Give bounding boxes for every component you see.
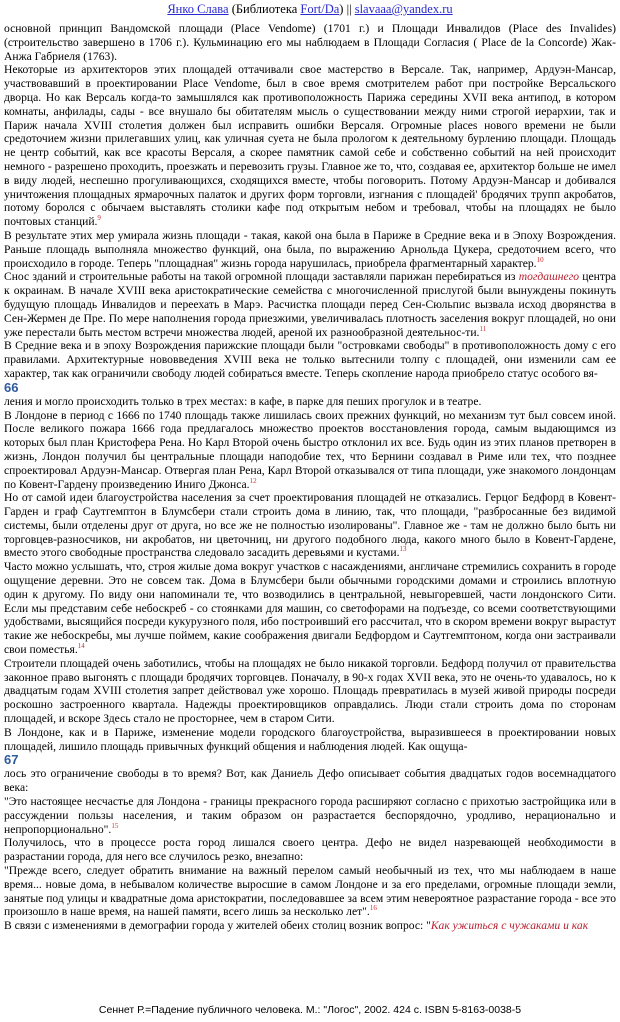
footnote-marker[interactable]: 15: [111, 821, 119, 830]
footnote-marker[interactable]: 10: [536, 255, 544, 264]
paragraph: [4, 339, 616, 380]
paragraph: [4, 919, 616, 933]
paragraph-text: Строители площадей очень заботились, чтобы на площадях не было никакой торговли. Бедфорд получил от правительства законное право выгонять с площади бродячих торговцев. Поначалу, в 90-х годах XVII века, это не очень-то удавалось, но к двадцатым годам XVIII столетия запрет действовал уже хорошо. Площадь превратилась в музей живой природы посреди роскошно застроенного квартала. Надежды проектировщиков оправдались. Люди стали строить дома по сторонам площадей, и вскоре Здесь стало не просторнее, чем в старом Сити.: [4, 656, 616, 726]
emphasized-text: тогдашнего: [518, 270, 580, 284]
email-link[interactable]: slavaaa@yandex.ru: [354, 2, 453, 16]
paragraph-text: 67: [4, 752, 19, 768]
paragraph: [4, 657, 616, 726]
paragraph: [4, 726, 616, 754]
footnote-marker[interactable]: 14: [77, 642, 85, 651]
library-label-open: (Библиотека: [228, 2, 301, 16]
paragraph: [4, 560, 616, 657]
footnote-marker[interactable]: 16: [369, 904, 377, 913]
paragraph-text: "Прежде всего, следует обратить внимание на важный перелом самый необычный из тех, что мы наблюдаем в наше время... новые дома, в небывалом количестве выросшие в самом Лондоне и за его пределами, огромные площади земли, занятые под улицы и квадратные дома аристократии, последовавшее за всем этим невероятное разрастание города - все это произошло в наше время, на нашей памяти, всего лишь за несколько лет".: [4, 864, 616, 919]
paragraph: [4, 270, 616, 339]
footnote-marker[interactable]: 11: [479, 324, 487, 333]
paragraph-text: В связи с изменениями в демографии города у жителей обеих столиц возник вопрос: ": [4, 919, 431, 933]
footnote-marker[interactable]: 9: [97, 214, 101, 223]
paragraph-text: Но от самой идеи благоустройства населения за счет проектирования площадей не отказались. Герцог Бедфорд в Ковент-Гарден и граф Саутгемптон в Блумсбери стали строить дома в линию, так, что площади, "разбросанные без видимой системы, были отделены друг от друга, но все же не полностью изолированы". Главное же - там не должно было быть ни торговцев-разносчиков, ни акробатов, ни цветочниц, ни другого подобного люда, какого много было в Ковент-Гардене, вместо этого свободные пространства следовало засадить деревьями и кустами.: [4, 491, 616, 560]
page-header: [0, 2, 620, 16]
footnote-marker[interactable]: 12: [249, 476, 257, 485]
paragraph-text: В Лондоне, как и в Париже, изменение модели городского благоустройства, выразившееся в проектировании новых площадей, лишило площадь привычных функций общения и наблюдения людей. Как ощуща-: [4, 725, 616, 753]
paragraph-text: ления и могло происходить только в трех местах: в кафе, в парке для пеших прогулок и в театре.: [4, 394, 482, 408]
paragraph: [4, 22, 616, 63]
paragraph-text: Получилось, что в процессе роста город лишался своего центра. Дефо не видел назревающей необходимости в разрастании города, для него все случилось резко, внезапно:: [4, 836, 616, 864]
paragraph: [4, 864, 616, 919]
page-number: [4, 753, 616, 767]
paragraph-text-continued: центра к окраинам. В начале XVIII века аристократические семейства с многочисленной прислугой были вынуждены покинуть будущую площадь Инвалидов и переехать в Марэ. Расчистка площади перед Сен-Сюльпис вызвала исход дворянства в Сен-Жермен де Пре. По мере наполнения города приезжими, увеличивалась плотность заселения вокруг площадей, но они уже перестали быть местом встречи множества людей, ареной их разнообразной деятельнос-ти.: [4, 270, 616, 339]
page-number: [4, 381, 616, 395]
paragraph: [4, 491, 616, 560]
paragraph: [4, 795, 616, 836]
library-label-close: ) ||: [339, 2, 355, 16]
emphasized-text: Как ужиться с чужаками и как: [430, 919, 589, 933]
paragraph-text: В результате этих мер умирала жизнь площади - такая, какой она была в Париже в Средние века и в Эпоху Возрождения. Раньше площадь выполняла множество функций, она была, по выражению Арнольда Цукера, средоточием всего, что происходило в городе. Теперь "площадная" жизнь города нарушилась, приобрела фрагментарный характер.: [4, 228, 616, 270]
paragraph: [4, 836, 616, 864]
book-text: [4, 22, 616, 933]
paragraph: [4, 409, 616, 492]
paragraph: [4, 395, 616, 409]
paragraph-text: 66: [4, 379, 19, 395]
author-link[interactable]: Янко Слава: [167, 2, 229, 16]
paragraph-text: Снос зданий и строительные работы на такой огромной площади заставляли парижан перебираться из: [4, 270, 519, 284]
paragraph: [4, 63, 616, 229]
paragraph-text: "Это настоящее несчастье для Лондона - границы прекрасного города расширяют согласно с прихотью застройщика или в рассуждении пользы населения, и таким образом он разрастается беспорядочно, уродливо, нерационально и непропорционально".: [4, 795, 616, 836]
paragraph-text: лось это ограничение свободы в то время? Вот, как Даниель Дефо описывает события двадцатых годов восемнадцатого века:: [4, 767, 616, 795]
paragraph-text: основной принцип Вандомской площади (Place Vendome) (1701 г.) и Площади Инвалидов (Place des Invalides) (строительство завершено в 1706 г.). Кульминацию его мы наблюдаем в Площади Согласия ( Place de la Concorde) Жак-Анжа Габриеля (1763).: [4, 22, 616, 63]
citation-footer: Сеннет Р.=Падение публичного человека. М.: "Логос", 2002. 424 с. ISBN 5-8163-0038-5: [98, 1004, 522, 1016]
paragraph: [4, 767, 616, 795]
fortda-link[interactable]: Fort/Da: [300, 2, 340, 16]
paragraph-text: В Лондоне в период с 1666 по 1740 площадь также лишилась своих прежних функций, но механизм тут был совсем иной. После великого пожара 1666 года предлагалось множество проектов восстановления города, самым выдающимся из которых был план Кристофера Рена. Но Карл Второй очень быстро отклонил их все. Будь один из этих планов претворен в жизнь, Лондон получил бы центральные площади наподобие тех, что Бернини создавал в Риме или тех, что позднее спроектировал Ардуэн-Мансар. Отвергая план Рена, Карл Второй отказывался от типа площади, уже знакомого лондонцам по Ковент-Гардену произведению Иниго Джонса.: [4, 408, 616, 491]
paragraph-text: В Средние века и в эпоху Возрождения парижские площади были "островками свободы" в противоположность дому с его правилами. Архитектурные нововведения XVIII века не только вытеснили толпу с площадей, они изменили сам ее характер, так как ограничили свободу людей собираться вместе. Теперь скопление народа приобрело статус особого вя-: [4, 339, 616, 380]
paragraph: [4, 229, 616, 270]
footnote-marker[interactable]: 13: [399, 545, 407, 554]
paragraph-text: Некоторые из архитекторов этих площадей оттачивали свое мастерство в Версале. Так, например, Ардуэн-Мансар, участвовавший в проектировании Place Vendome, был в свое время смотрителем работ при постройке Версальского дворца. Но как Версаль когда-то замышлялся как противоположность Парижа середины XVII века антипод, в котором комнаты, анфилады, сады - все внушало бы обитателям мысль о существовании между ними строгой иерархии, так и Париж начала XVIII столетия должен был исправить ошибки Версаля. Огромные places нового времени не были средоточием жизни прилегавших улиц, как уличная суета не была прологом к деятельному бурлению площади. Площадь не центр событий, как все красоты Версаля, а скорее памятник самой себе и собственно событий на ней происходит немного - разрешено проходить, проезжать и перевозить грузы. Главное же то, что, создавая ее, архитектор больше не имел в виду людей, неспешно прогуливающихся, сходящихся вместе, чтобы поговорить. Потому Ардуэн-Мансар и добивался уничтожения площадных ярмарочных палаток и других форм торговли, изгнания с площадей' бродячих трупп акробатов, потому боролся с обычаем выставлять столики кафе под открытым небом и требовал, чтобы на площадях не было почтовых станций.: [4, 63, 616, 229]
paragraph-text: Часто можно услышать, что, строя жилые дома вокруг участков с насаждениями, англичане стремились сохранить в городе ощущение деревни. Это не совсем так. Дома в Блумсбери были обычными городскими домами и строились вплотную один к другому. По виду они напоминали те, что возводились в центральной, невыгоревшей, части лондонского Сити. Если мы представим себе небоскреб - со стоянками для машин, со светофорами на подъезде, со всеми соответствующими удобствами, высящийся посреди кукурузного поля, ибо построивший его рассчитал, что в скором времени вокруг вырастут такие же небоскребы, мы лучше поймем, какие соображения двигали Бедфордом и Саутгемптоном, когда они застраивали свои поместья.: [4, 560, 616, 657]
